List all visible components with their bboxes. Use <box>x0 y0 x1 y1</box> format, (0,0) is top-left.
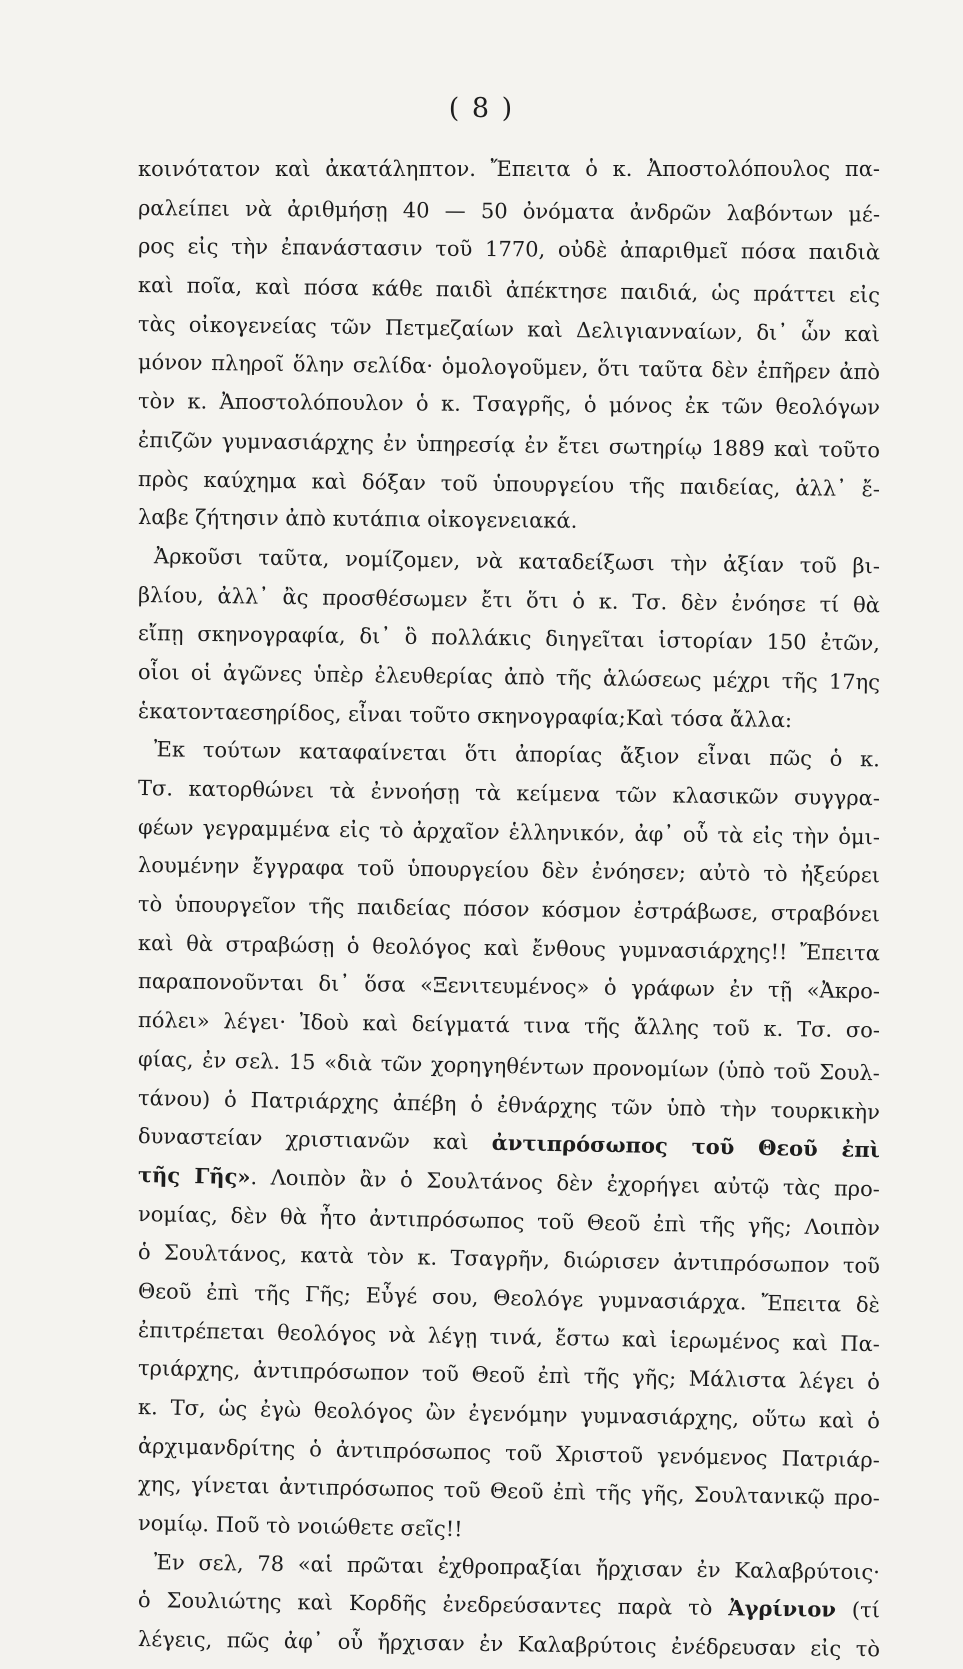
text-line: πόλει» λέγει· Ἰδοὺ καὶ δείγματά τινα τῆς ἄλλης τοῦ κ. Τσ. σο- <box>137 1008 881 1043</box>
text-line: παραπονοῦνται δι᾽ ὅσα «Ξενιτευμένος» ὁ γράφων ἐν τῇ «Ἀκρο- <box>137 969 881 1004</box>
text-line: νομίῳ. Ποῦ τὸ νοιώθετε σεῖς!! <box>137 1511 463 1542</box>
text-line: οἷοι οἱ ἀγῶνες ὑπὲρ ἐλευθερίας ἀπὸ τῆς ἁλώσεως μέχρι τῆς 17ης <box>137 659 881 695</box>
text-line: κοινότατον καὶ ἀκατάληπτον. Ἔπειτα ὁ κ. Ἀποστολόπουλος πα- <box>138 157 880 181</box>
body-text <box>137 150 881 1662</box>
text-line: φέων γεγραμμένα εἰς τὸ ἀρχαῖον ἑλληνικόν, ἀφ᾽ οὗ τὰ εἰς τὴν ὁμι- <box>137 814 881 850</box>
text-line: λουμένην ἔγγραφα τοῦ ὑπουργείου δὲν ἐνόησεν; αὐτὸ τὸ ἠξεύρει <box>137 853 881 888</box>
bold-phrase: ἀντιπρόσωπος τοῦ Θεοῦ ἐπὶ <box>491 1129 881 1163</box>
text-line: κ. Τσ, ὡς ἐγὼ θεολόγος ὢν ἐγενόμην γυμνασιάρχης, οὕτω καὶ ὁ <box>137 1395 881 1434</box>
text-line: ὁ Σουλτάνος, κατὰ τὸν κ. Τσαγρῆν, διώρισεν ἀντιπρόσωπον τοῦ <box>137 1240 881 1279</box>
text-line: τριάρχης, ἀντιπρόσωπον τοῦ Θεοῦ ἐπὶ τῆς γῆς; Μάλιστα λέγει ὁ <box>137 1356 881 1395</box>
text-line: καὶ ποῖα, καὶ πόσα κάθε παιδὶ ἀπέκτησε παιδιά, ὡς πράττει εἰς <box>137 273 881 308</box>
text-line: Ἐν σελ, 78 «αἱ πρῶται ἐχθροπραξίαι ἤρχισαν ἐν Καλαβρύτοις· <box>153 1549 881 1585</box>
bold-phrase: τῆς Γῆς» <box>137 1161 251 1190</box>
text-line: ἐπιτρέπεται θεολόγος νὰ λέγῃ τινά, ἔστω καὶ ἱερωμένος καὶ Πα- <box>137 1317 881 1356</box>
text-line: ρος εἰς τὴν ἐπανάστασιν τοῦ 1770, οὐδὲ ἀπαριθμεῖ πόσα παιδιὰ <box>137 234 881 265</box>
text-line: Ἀρκοῦσι ταῦτα, νομίζομεν, νὰ καταδείξωσι τὴν ἀξίαν τοῦ βι- <box>153 544 881 579</box>
text-line: λαβε ζήτησιν ἀπὸ κυτάπια οἰκογενειακά. <box>137 505 578 534</box>
text-line: τῆς Γῆς». Λοιπὸν ἂν ὁ Σουλτάνος δὲν ἐχορήγει αὐτῷ τὰς προ- <box>137 1161 881 1202</box>
text-line: ἑκατονταεσηρίδος, εἶναι τοῦτο σκηνογραφία;Καὶ τόσα ἄλλα: <box>137 698 793 732</box>
text-line: ραλείπει νὰ ἀριθμήσῃ 40 — 50 ὀνόματα ἀνδρῶν λαβόντων μέ- <box>137 195 881 227</box>
page-number: ( 8 ) <box>448 93 515 124</box>
text-line: χης, γίνεται ἀντιπρόσωπος τοῦ Θεοῦ ἐπὶ τῆς γῆς, Σουλτανικῷ προ- <box>137 1472 881 1511</box>
text-line: Θεοῦ ἐπὶ τῆς Γῆς; Εὖγέ σου, Θεολόγε γυμνασιάρχα. Ἔπειτα δὲ <box>137 1278 881 1318</box>
text-line: εἴπῃ σκηνογραφία, δι᾽ ὃ πολλάκις διηγεῖται ἱστορίαν 150 ἐτῶν, <box>137 621 881 656</box>
text-line: τὸ ὑπουργεῖον τῆς παιδείας πόσον κόσμον ἐστράβωσε, στραβόνει <box>137 892 881 927</box>
text-line: δυναστείαν χριστιανῶν καὶ ἀντιπρόσωπος τοῦ Θεοῦ ἐπὶ <box>137 1124 881 1163</box>
text-line: λέγεις, πῶς ἀφ᾽ οὗ ἤρχισαν ἐν Καλαβρύτοις ἐνέδρευσαν εἰς τὸ <box>137 1627 881 1662</box>
text-line: φίας, ἐν σελ. 15 «διὰ τῶν χορηγηθέντων προνομίων (ὑπὸ τοῦ Σουλ- <box>137 1046 881 1086</box>
text-line: νομίας, δὲν θὰ ἦτο ἀντιπρόσωπος τοῦ Θεοῦ ἐπὶ τῆς γῆς; Λοιπὸν <box>137 1201 881 1240</box>
text-line: καὶ θὰ στραβώσῃ ὁ θεολόγος καὶ ἔνθους γυμνασιάρχης!! Ἔπειτα <box>137 930 881 966</box>
text-line: τὰς οἰκογενείας τῶν Πετμεζαίων καὶ Δελιγιανναίων, δι᾽ ὧν καὶ <box>137 311 881 347</box>
text-line: τάνου) ὁ Πατριάρχης ἀπέβη ὁ ἐθνάρχης τῶν ὑπὸ τὴν τουρκικὴν <box>137 1085 881 1124</box>
text-line: μόνον πληροῖ ὅλην σελίδα· ὁμολογοῦμεν, ὅτι ταῦτα δὲν ἐπῆρεν ἀπὸ <box>137 350 881 385</box>
text-line: βλίου, ἀλλ᾽ ἂς προσθέσωμεν ἔτι ὅτι ὁ κ. Τσ. δὲν ἐνόησε τί θὰ <box>137 582 881 617</box>
text-line: Ἐκ τούτων καταφαίνεται ὅτι ἀπορίας ἄξιον εἶναι πῶς ὁ κ. <box>153 737 881 772</box>
text-line: ἀρχιμανδρίτης ὁ ἀντιπρόσωπος τοῦ Χριστοῦ γενόμενος Πατριάρ- <box>137 1433 881 1472</box>
text-line: Τσ. κατορθώνει τὰ ἐννοήσῃ τὰ κείμενα τῶν κλασικῶν συγγρα- <box>137 776 881 811</box>
text-line: ὁ Σουλιώτης καὶ Κορδῆς ἐνεδρεύσαντες παρὰ τὸ Ἀγρίνιον (τί <box>137 1588 881 1623</box>
text-line: ἐπιζῶν γυμνασιάρχης ἐν ὑπηρεσίᾳ ἐν ἔτει σωτηρίῳ 1889 καὶ τοῦτο <box>137 427 881 463</box>
text-line: πρὸς καύχημα καὶ δόξαν τοῦ ὑπουργείου τῆς παιδείας, ἀλλ᾽ ἔ- <box>137 466 881 501</box>
text-line: τὸν κ. Ἀποστολόπουλον ὁ κ. Τσαγρῆς, ὁ μόνος ἐκ τῶν θεολόγων <box>137 389 881 420</box>
bold-phrase: Ἀγρίνιον <box>728 1595 837 1623</box>
